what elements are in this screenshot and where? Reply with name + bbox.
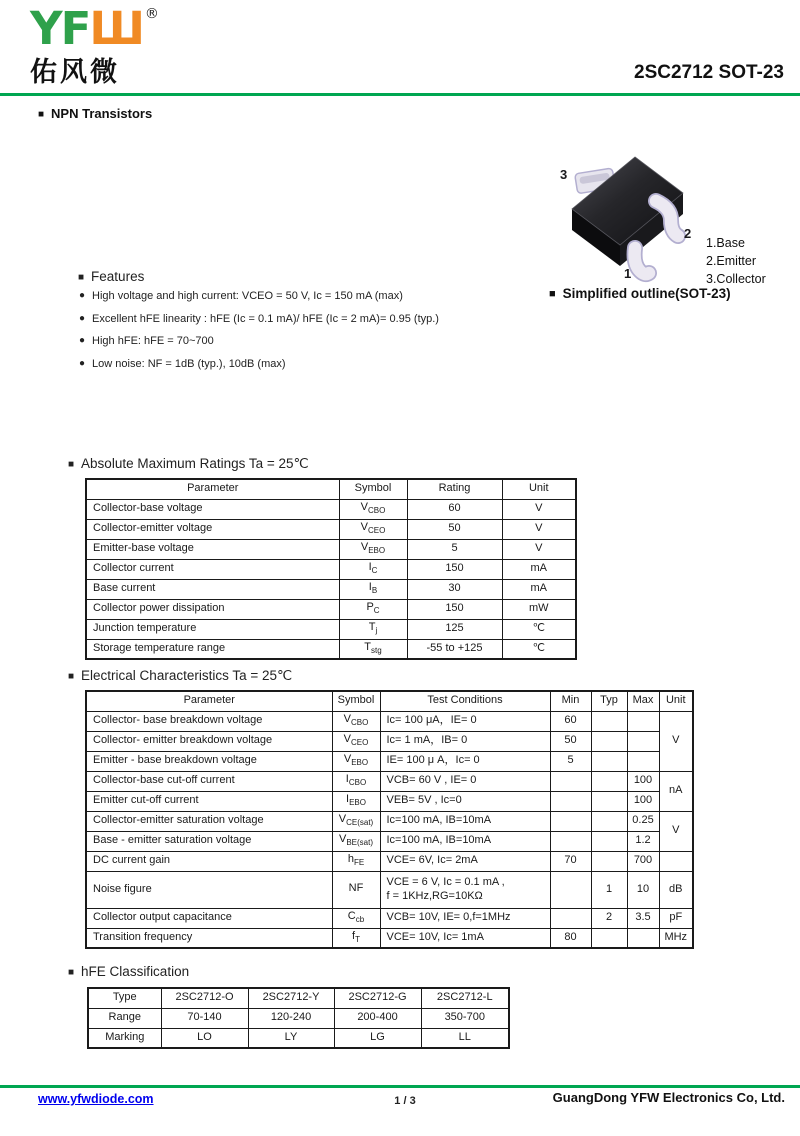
outline-caption-text: Simplified outline(SOT-23) [562,286,731,301]
bullet-icon: ● [79,312,86,324]
table-row [86,751,693,771]
symbol-main: NF [348,881,364,894]
elec-heading-text: Electrical Characteristics Ta = 25℃ [81,668,293,683]
conditions-line-2: f = 1KHz,RG=10KΩ [386,889,483,902]
cell-symbol [339,639,407,659]
device-type-label [38,106,152,121]
cell-typ [591,731,627,751]
cell-parameter: Storage temperature range [86,639,339,659]
cell-unit: mA [502,579,576,599]
features-list [79,290,439,380]
feature-item [79,358,439,381]
website-link[interactable]: www.yfwdiode.com [38,1092,154,1106]
symbol-main: V [343,733,351,746]
cell-max: 700 [627,851,659,871]
cell-parameter: Collector output capacitance [86,908,332,928]
square-marker-icon: ■ [549,288,556,300]
table-row [88,1028,509,1048]
cell-symbol [339,499,407,519]
cell-max: 1.2 [627,831,659,851]
symbol-main: h [347,853,354,866]
col-typ: Typ [591,691,627,711]
symbol-sub: cb [355,915,365,925]
cell-symbol [332,928,380,948]
cell-unit-group: pF [659,908,693,928]
abs-max-heading-text: Absolute Maximum Ratings Ta = 25℃ [81,456,309,471]
symbol-sub: CBO [368,506,386,516]
col-min: Min [550,691,591,711]
cell-typ [591,851,627,871]
abs-max-table [85,478,577,660]
cell-conditions: VCB= 60 V , IE= 0 [380,771,550,791]
table-row [86,731,693,751]
elec-heading [68,668,292,684]
table-row [86,771,693,791]
logo-chinese-text: 佑风微 [30,57,120,88]
symbol-sub: T [355,935,360,945]
cell-range: 70-140 [161,1008,248,1028]
table-row [86,579,576,599]
feature-text: High voltage and high current: VCEO = 50 V, Ic = 150 mA (max) [92,290,403,302]
features-heading [78,269,144,284]
symbol-sub: stg [371,646,382,656]
cell-parameter: Collector-base voltage [86,499,339,519]
symbol-sub: CEO [368,526,386,536]
pin-1 [635,248,649,274]
feature-text: High hFE: hFE = 70~700 [92,335,214,347]
table-row [86,871,693,908]
feature-item [79,335,439,358]
legend-item-collector: 3.Collector [706,272,766,286]
cell-symbol [332,791,380,811]
symbol-main: V [338,833,347,846]
cell-max [627,928,659,948]
cell-typ [591,771,627,791]
cell-symbol [339,599,407,619]
abs-max-heading [68,456,309,472]
table-header-row [86,479,576,499]
table-row [86,539,576,559]
cell-min: 5 [550,751,591,771]
cell-parameter: Transition frequency [86,928,332,948]
cell-min [550,908,591,928]
cell-typ [591,831,627,851]
table-row [86,619,576,639]
symbol-main: I [346,793,350,806]
company-logo [30,2,159,89]
col-conditions: Test Conditions [380,691,550,711]
cell-symbol [332,831,380,851]
cell-typ [591,791,627,811]
symbol-sub: C [373,606,380,616]
cell-type: 2SC2712-Y [248,988,334,1008]
table-row [86,811,693,831]
symbol-main: P [366,601,374,614]
col-parameter: Parameter [86,479,339,499]
cell-rating: 150 [407,599,502,619]
cell-symbol [332,711,380,731]
cell-typ: 1 [591,871,627,908]
cell-rating: 125 [407,619,502,639]
symbol-main: I [368,561,372,574]
table-row [86,791,693,811]
table-row [86,851,693,871]
cell-unit: V [502,519,576,539]
legend-item-emitter: 2.Emitter [706,254,757,268]
cell-parameter: Collector- emitter breakdown voltage [86,731,332,751]
cell-row-label: Marking [88,1028,161,1048]
bullet-icon: ● [79,290,86,301]
col-parameter: Parameter [86,691,332,711]
cell-unit-group: dB [659,871,693,908]
footer-divider [0,1085,800,1088]
table-row [88,1008,509,1028]
cell-symbol [332,811,380,831]
cell-conditions: Ic= 1 mA，IB= 0 [380,731,550,751]
bullet-icon: ● [79,357,86,369]
cell-parameter: Base current [86,579,339,599]
cell-unit-group [659,851,693,871]
cell-symbol [332,851,380,871]
cell-conditions: Ic= 100 μA，IE= 0 [380,711,550,731]
symbol-sub: CEO [351,738,369,748]
cell-conditions: IE= 100 μ A，Ic= 0 [380,751,550,771]
col-symbol: Symbol [339,479,407,499]
pin-legend [706,234,766,288]
square-marker-icon: ■ [38,109,45,120]
cell-row-label: Type [88,988,161,1008]
cell-min [550,811,591,831]
features-heading-text: Features [91,269,145,284]
symbol-sub: FE [353,858,365,868]
symbol-main: V [360,541,369,554]
cell-symbol [332,908,380,928]
cell-unit: V [502,499,576,519]
outline-caption [549,286,731,301]
cell-rating: 50 [407,519,502,539]
cell-conditions: VCB= 10V, IE= 0,f=1MHz [380,908,550,928]
bullet-icon: ● [79,335,86,346]
cell-type: 2SC2712-L [421,988,509,1008]
table-row [86,711,693,731]
symbol-main: T [364,640,372,653]
cell-symbol [332,751,380,771]
cell-unit-group: nA [659,771,693,811]
pin-2-label: 2 [684,226,692,241]
company-name: GuangDong YFW Electronics Co, Ltd. [552,1090,785,1105]
cell-parameter: Collector-emitter voltage [86,519,339,539]
square-marker-icon: ■ [78,272,85,283]
feature-text: Excellent hFE linearity : hFE (Ic = 0.1 mA)/ hFE (Ic = 2 mA)= 0.95 (typ.) [92,312,439,325]
cell-unit: ℃ [502,639,576,659]
cell-marking: LY [248,1028,334,1048]
logo-yf-text: YF [30,2,90,55]
cell-symbol [339,579,407,599]
cell-marking: LG [334,1028,421,1048]
cell-min [550,771,591,791]
col-rating: Rating [407,479,502,499]
page-title: 2SC2712 SOT-23 [634,62,784,83]
symbol-sub: CE(sat) [346,818,374,828]
cell-parameter: Base - emitter saturation voltage [86,831,332,851]
cell-type: 2SC2712-G [334,988,421,1008]
cell-symbol [339,539,407,559]
cell-parameter: Emitter cut-off current [86,791,332,811]
cell-unit: mA [502,559,576,579]
hfe-heading [68,964,189,979]
cell-range: 120-240 [248,1008,334,1028]
square-marker-icon: ■ [68,459,75,470]
cell-rating: 60 [407,499,502,519]
cell-symbol [332,871,380,908]
hfe-heading-text: hFE Classification [81,964,190,979]
symbol-sub: EBO [349,798,366,808]
cell-range: 200-400 [334,1008,421,1028]
symbol-sub: EBO [351,758,369,768]
table-row [86,599,576,619]
table-row [88,988,509,1008]
cell-rating: 30 [407,579,502,599]
cell-conditions: VCE= 6V, Ic= 2mA [380,851,550,871]
cell-rating: -55 to +125 [407,639,502,659]
cell-typ [591,711,627,731]
cell-symbol [332,731,380,751]
elec-table [85,690,694,949]
pin-1-label: 1 [624,266,632,281]
cell-unit-group: V [659,711,693,771]
table-row [86,519,576,539]
cell-conditions [380,871,550,908]
cell-max: 10 [627,871,659,908]
table-row [86,499,576,519]
cell-type: 2SC2712-O [161,988,248,1008]
cell-typ [591,928,627,948]
logo-sha-text: Ш [89,2,143,55]
cell-min [550,791,591,811]
cell-min: 60 [550,711,591,731]
table-row [86,559,576,579]
feature-text: Low noise: NF = 1dB (typ.), 10dB (max) [92,357,286,370]
cell-min [550,871,591,908]
cell-min [550,831,591,851]
symbol-sub: BE(sat) [346,838,373,848]
cell-typ [591,751,627,771]
square-marker-icon: ■ [68,671,75,682]
table-row [86,831,693,851]
symbol-sub: CBO [351,718,369,728]
cell-conditions: Ic=100 mA, IB=10mA [380,831,550,851]
cell-parameter: Noise figure [86,871,332,908]
symbol-main: V [360,501,368,514]
table-row [86,928,693,948]
cell-marking: LO [161,1028,248,1048]
package-3d-image [540,145,710,285]
table-row [86,908,693,928]
cell-max [627,731,659,751]
cell-typ: 2 [591,908,627,928]
cell-row-label: Range [88,1008,161,1028]
symbol-main: f [352,929,356,942]
cell-parameter: Collector-emitter saturation voltage [86,811,332,831]
cell-conditions: Ic=100 mA, IB=10mA [380,811,550,831]
cell-parameter: Emitter-base voltage [86,539,339,559]
device-type-text: NPN Transistors [51,106,153,121]
symbol-main: V [343,713,351,726]
legend-item-base: 1.Base [706,236,745,250]
hfe-table [87,987,510,1049]
cell-rating: 150 [407,559,502,579]
symbol-main: V [360,521,368,534]
cell-parameter: Collector-base cut-off current [86,771,332,791]
cell-symbol [339,519,407,539]
cell-conditions: VEB= 5V , Ic=0 [380,791,550,811]
cell-unit: ℃ [502,619,576,639]
cell-max [627,711,659,731]
symbol-main: C [347,910,356,923]
cell-parameter: Emitter - base breakdown voltage [86,751,332,771]
cell-max: 0.25 [627,811,659,831]
cell-unit-group: MHz [659,928,693,948]
pin-3-label: 3 [560,167,568,182]
cell-typ [591,811,627,831]
cell-range: 350-700 [421,1008,509,1028]
table-header-row [86,691,693,711]
cell-symbol [332,771,380,791]
col-max: Max [627,691,659,711]
registered-trademark-icon: ® [144,6,159,22]
cell-symbol [339,619,407,639]
cell-max: 100 [627,771,659,791]
symbol-main: I [368,581,372,594]
cell-rating: 5 [407,539,502,559]
cell-max: 100 [627,791,659,811]
cell-parameter: Collector current [86,559,339,579]
square-marker-icon: ■ [68,967,75,978]
cell-unit: V [502,539,576,559]
feature-item [79,290,439,313]
cell-min: 80 [550,928,591,948]
symbol-sub: C [371,566,378,576]
symbol-sub: j [375,626,378,636]
cell-max: 3.5 [627,908,659,928]
cell-symbol [339,559,407,579]
cell-parameter: Collector- base breakdown voltage [86,711,332,731]
table-row [86,639,576,659]
symbol-main: V [338,813,347,826]
header-divider [0,93,800,96]
cell-max [627,751,659,771]
cell-min: 50 [550,731,591,751]
cell-conditions: VCE= 10V, Ic= 1mA [380,928,550,948]
symbol-main: T [368,621,376,634]
cell-parameter: Collector power dissipation [86,599,339,619]
col-unit: Unit [502,479,576,499]
cell-marking: LL [421,1028,509,1048]
col-symbol: Symbol [332,691,380,711]
feature-item [79,313,439,336]
symbol-sub: EBO [368,546,386,556]
cell-unit-group: V [659,811,693,851]
logo-wordmark [30,2,159,55]
cell-parameter: Junction temperature [86,619,339,639]
symbol-main: V [343,753,352,766]
conditions-line-1: VCE = 6 V, Ic = 0.1 mA , [386,875,505,888]
page-number: 1 / 3 [394,1095,416,1107]
symbol-sub: B [371,586,378,596]
symbol-sub: CBO [348,778,367,788]
cell-unit: mW [502,599,576,619]
cell-min: 70 [550,851,591,871]
col-unit: Unit [659,691,693,711]
cell-parameter: DC current gain [86,851,332,871]
symbol-main: I [345,773,349,786]
